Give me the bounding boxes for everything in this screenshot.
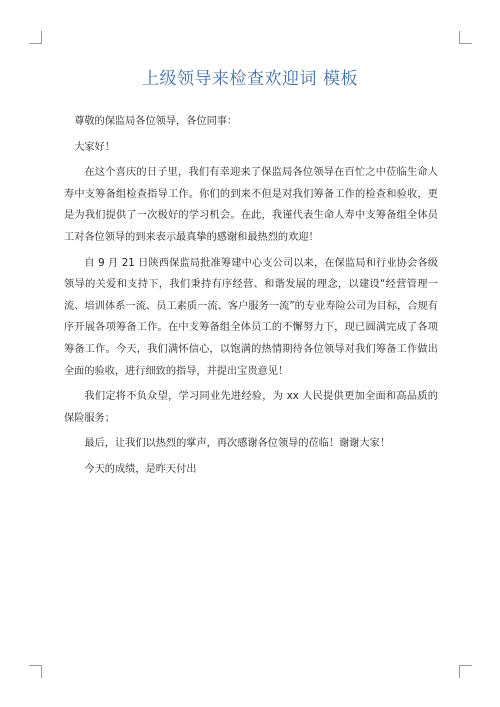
crop-mark-bottom-right	[459, 665, 472, 678]
document-title: 上级领导来检查欢迎词 模板	[142, 69, 358, 89]
crop-mark-bottom-left	[29, 665, 42, 678]
paragraph-history: 自 9 月 21 日陕西保监局批准筹建中心支公司以来，在保监局和行业协会各级领导的关爱和支持下，我们秉持有序经营、和谐发展的理念，以建设“经营管理一流、培训体系一流、员工素质一流、客户服务一流”的专业寿险公司为目标，合规有序开展各项筹备工作。在中支筹备组全体员工的不懈努力下，现已圆满完成了各项筹备工作。今天，我们满怀信心，以饱满的热情期待各位领导对我们筹备工作做出全面的验收，进行细致的指导，并提出宝贵意见！	[64, 257, 438, 377]
document-body	[64, 111, 438, 485]
paragraph-welcome: 在这个喜庆的日子里，我们有幸迎来了保监局各位领导在百忙之中莅临生命人寿中支筹备组检查指导工作。你们的到来不但是对我们筹备工作的检查和验收，更是为我们提供了一次极好的学习机会。在此，我谨代表生命人寿中支筹备组全体员工对各位领导的到来表示最真挚的感谢和最热烈的欢迎！	[64, 167, 438, 243]
greeting: 大家好！	[74, 141, 115, 153]
crop-mark-top-right	[459, 31, 472, 44]
paragraph-closing: 最后，让我们以热烈的掌声，再次感谢各位领导的莅临！谢谢大家！	[84, 438, 391, 450]
crop-mark-top-left	[29, 31, 42, 44]
paragraph-commitment: 我们定将不负众望，学习同业先进经验，为 xx 人民提供更加全面和高品质的保险服务；	[64, 391, 438, 424]
paragraph-fragment: 今天的成绩，是昨天付出	[84, 463, 197, 475]
salutation: 尊敬的保监局各位领导，各位同事：	[74, 116, 238, 127]
